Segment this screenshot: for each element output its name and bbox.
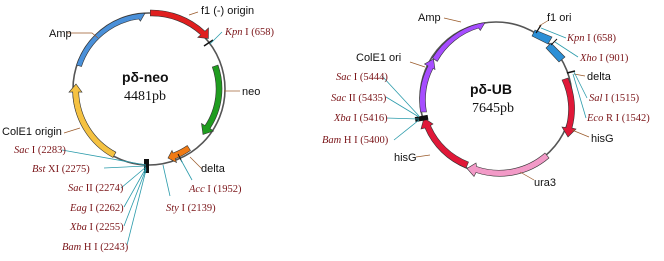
ub-cole1-feature bbox=[420, 59, 435, 112]
plasmid-ub-map bbox=[322, 12, 650, 189]
ub-plasmid-size: 7645pb bbox=[472, 101, 514, 116]
ub-site-eco: Eco R I (1542) bbox=[587, 113, 650, 124]
neo-site-bst: Bst XI (2275) bbox=[32, 164, 90, 175]
neo-site-kpn: Kpn I (658) bbox=[225, 27, 275, 38]
plasmid-neo-map bbox=[2, 5, 275, 253]
ub-site-kpn: Kpn I (658) bbox=[567, 33, 617, 44]
ub-label-delta: delta bbox=[587, 71, 611, 83]
ub-site-sac2: Sac II (5435) bbox=[331, 93, 387, 104]
neo-amp-feature bbox=[77, 13, 146, 66]
ub-plasmid-name: pδ-UB bbox=[470, 81, 512, 97]
ub-hisg-left-feature bbox=[421, 118, 469, 168]
ub-xho-tick bbox=[551, 39, 557, 45]
ub-label-ura3: ura3 bbox=[534, 177, 557, 189]
neo-cole1-feature bbox=[69, 84, 116, 158]
neo-site-xba: Xba I (2255) bbox=[70, 222, 124, 233]
ub-site-bam: Bam H I (5400) bbox=[322, 135, 389, 146]
neo-site-bam: Bam H I (2243) bbox=[62, 242, 129, 253]
neo-site-sty: Sty I (2139) bbox=[166, 203, 216, 214]
ub-f1-feature bbox=[532, 30, 552, 44]
neo-f1-feature bbox=[150, 10, 208, 39]
ub-site-xba: Xba I (5416) bbox=[334, 113, 388, 124]
neo-site-sac2: Sac II (2274) bbox=[68, 183, 124, 194]
ub-label-hisg-left: hisG bbox=[394, 152, 417, 164]
ub-label-hisg-right: hisG bbox=[591, 133, 614, 145]
ub-amp-feature bbox=[433, 23, 486, 62]
ub-site-sal: Sal I (1515) bbox=[589, 93, 640, 104]
neo-site-eag: Eag I (2262) bbox=[70, 203, 124, 214]
ub-site-sac1: Sac I (5444) bbox=[336, 72, 388, 83]
ub-label-cole1: ColE1 ori bbox=[356, 52, 402, 64]
ub-hisg-right-feature bbox=[562, 78, 576, 137]
neo-neo-feature bbox=[202, 65, 223, 135]
neo-label-amp: Amp bbox=[49, 28, 72, 40]
ub-site-xho: Xho I (901) bbox=[580, 53, 629, 64]
neo-label-f1: f1 (-) origin bbox=[201, 5, 255, 17]
ub-f1-feature-2 bbox=[546, 43, 565, 62]
neo-label-cole1: ColE1 origin bbox=[2, 126, 62, 138]
ub-sal-tick bbox=[567, 71, 575, 73]
neo-site-sac1: Sac I (2283) bbox=[14, 145, 66, 156]
neo-site-acc: Acc I (1952) bbox=[189, 184, 242, 195]
neo-plasmid-size: 4481pb bbox=[124, 89, 166, 104]
ub-label-f1: f1 ori bbox=[547, 12, 572, 24]
ub-label-amp: Amp bbox=[418, 12, 441, 24]
neo-label-neo: neo bbox=[242, 86, 261, 98]
neo-plasmid-name: pδ-neo bbox=[122, 69, 169, 85]
neo-label-delta: delta bbox=[201, 163, 225, 175]
ub-ura3-feature bbox=[467, 153, 549, 177]
